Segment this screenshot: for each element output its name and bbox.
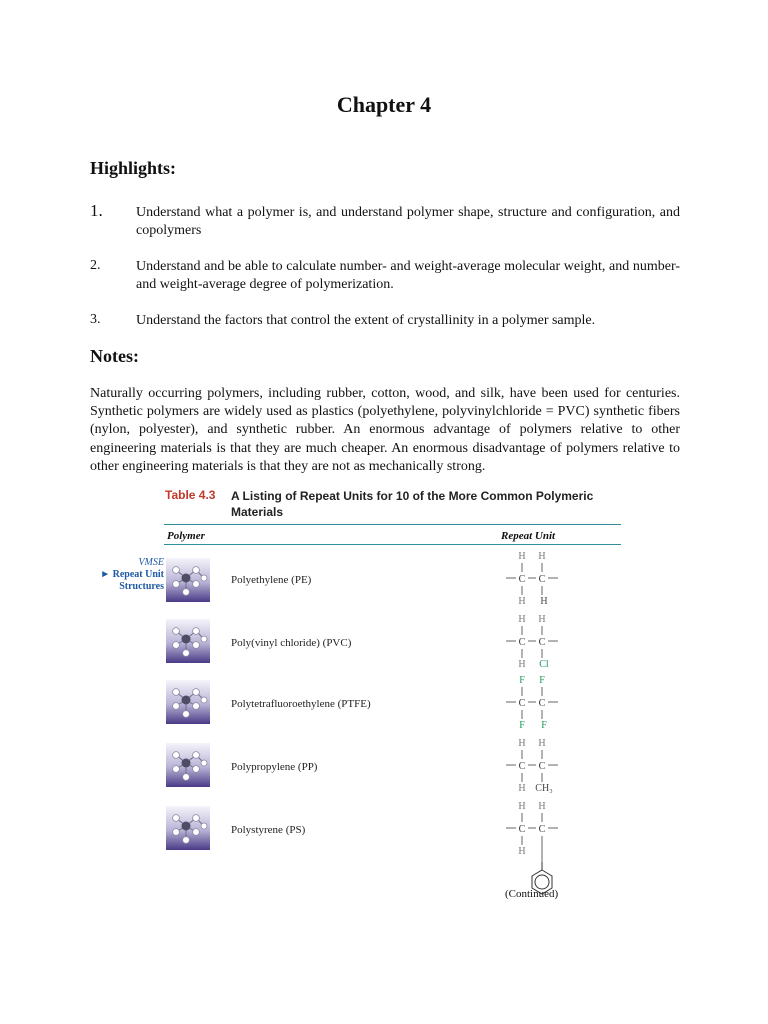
- vmse-structure-thumbnail[interactable]: [166, 558, 210, 602]
- atom-bottom-right: CH₃: [535, 783, 553, 794]
- atom-top-right: H: [538, 801, 546, 812]
- column-header-repeat-unit: Repeat Unit: [501, 530, 556, 542]
- atom-bottom-right: Cl: [539, 659, 549, 670]
- highlight-1-text: Understand what a polymer is, and understand polymer shape, structure and configuration, and copolymers: [136, 205, 680, 238]
- notes-paragraph: Naturally occurring polymers, including rubber, cotton, wood, and silk, have been used for centuries. Synthetic polymers are widely used as plastics (polyethylene, polyvinylchloride = PVC) synthetic fibers (nylon, polyester), and synthetic rubber. An enormous advantage of polymers relative to other engineering materials is that they are much cheaper. An enormous disadvantage of polymers relative to other engineering materials is that they are not as mechanically strong.: [90, 386, 680, 474]
- vmse-structure-thumbnail[interactable]: [166, 806, 210, 850]
- polymer-name: Polypropylene (PP): [231, 761, 318, 773]
- atom-top-left: H: [518, 801, 526, 812]
- repeat-unit-structure: [500, 800, 566, 870]
- highlight-1-number: 1.: [90, 201, 103, 220]
- chapter-title: Chapter 4: [336, 92, 432, 117]
- repeat-unit-structure: [500, 613, 566, 683]
- atom-bottom-left: H: [518, 659, 526, 670]
- highlight-2-number: 2.: [90, 258, 101, 273]
- atom-top-right: H: [538, 614, 546, 625]
- atom-top-left: H: [518, 614, 526, 625]
- atom-top-right: H: [538, 738, 546, 749]
- atom-top-left: F: [519, 675, 525, 686]
- table-row: [0, 801, 768, 862]
- atom-bottom-right: H: [540, 596, 548, 607]
- polymer-name: Polystyrene (PS): [231, 824, 306, 836]
- continued-note: (Continued): [505, 888, 559, 900]
- atom-bottom-left: H: [518, 596, 526, 607]
- atom-bottom-left: H: [518, 846, 526, 857]
- highlight-3-number: 3.: [90, 312, 101, 327]
- carbon-right: C: [538, 761, 546, 772]
- carbon-left: C: [518, 574, 526, 585]
- atom-bottom-right: F: [541, 720, 547, 731]
- carbon-left: C: [518, 698, 526, 709]
- highlight-2-text: Understand and be able to calculate number- and weight-average molecular weight, and number- and weight-average degree of polymerization.: [136, 259, 680, 292]
- atom-top-right: F: [539, 675, 545, 686]
- table-title: A Listing of Repeat Units for 10 of the More Common Polymeric Materials: [231, 489, 594, 519]
- carbon-left: C: [518, 637, 526, 648]
- vmse-structure-thumbnail[interactable]: [166, 680, 210, 724]
- carbon-right: C: [538, 698, 546, 709]
- atom-bottom-left: F: [519, 720, 525, 731]
- highlight-3-text: Understand the factors that control the extent of crystallinity in a polymer sample.: [136, 313, 596, 328]
- carbon-left: C: [518, 761, 526, 772]
- notes-heading: Notes:: [90, 346, 139, 366]
- vmse-structure-thumbnail[interactable]: [166, 743, 210, 787]
- table-row: [0, 551, 768, 612]
- atom-top-right: H: [538, 551, 546, 562]
- polymer-name: Polytetrafluoroethylene (PTFE): [231, 698, 371, 710]
- polymer-name: Poly(vinyl chloride) (PVC): [231, 637, 352, 649]
- table-row: [0, 738, 768, 799]
- carbon-right: C: [538, 637, 546, 648]
- repeat-unit-structure: [500, 550, 566, 620]
- repeat-unit-structure: [500, 674, 566, 744]
- atom-bottom-left: H: [518, 783, 526, 794]
- repeat-unit-structure: [500, 737, 566, 807]
- carbon-left: C: [518, 824, 526, 835]
- vmse-link[interactable]: ► Repeat Unit Structures: [100, 569, 164, 592]
- atom-top-left: H: [518, 738, 526, 749]
- carbon-right: C: [538, 824, 546, 835]
- vmse-structure-thumbnail[interactable]: [166, 619, 210, 663]
- table-number: Table 4.3: [165, 488, 216, 502]
- table-rule-top: [164, 524, 621, 525]
- polymer-name: Polyethylene (PE): [231, 574, 312, 586]
- atom-top-left: H: [518, 551, 526, 562]
- table-row: [0, 614, 768, 675]
- highlights-heading: Highlights:: [90, 158, 177, 178]
- vmse-label: VMSE: [138, 557, 164, 568]
- table-rule-header: [164, 544, 621, 545]
- table-row: [0, 675, 768, 736]
- column-header-polymer: Polymer: [167, 530, 205, 542]
- carbon-right: C: [538, 574, 546, 585]
